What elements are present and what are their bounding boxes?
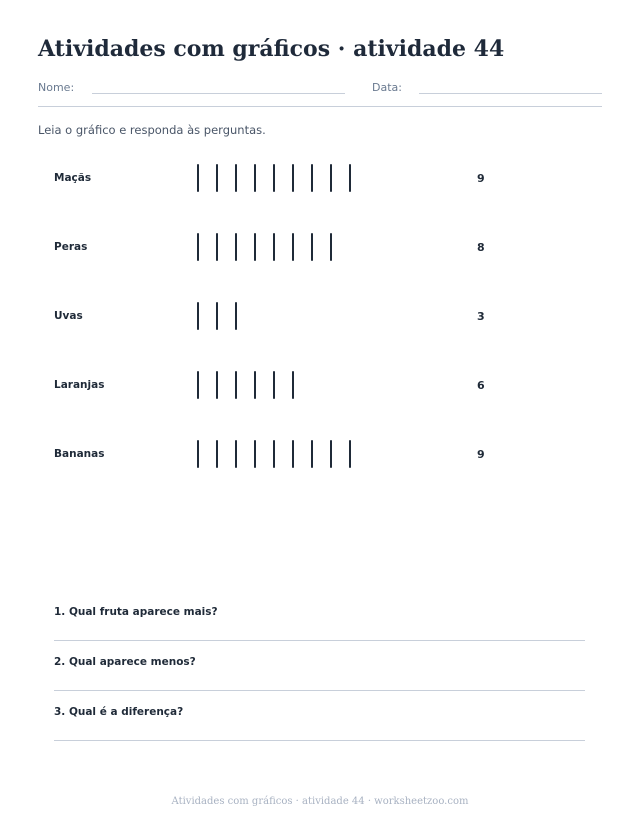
tally-mark [254, 371, 256, 399]
tally-mark [254, 233, 256, 261]
row-label: Laranjas [54, 379, 105, 391]
row-value: 8 [477, 241, 485, 254]
row-value: 9 [477, 448, 485, 461]
answer-line[interactable] [54, 640, 585, 641]
chart-row [0, 434, 640, 474]
tally-mark [254, 440, 256, 468]
tally-mark [311, 233, 313, 261]
tally-mark [273, 164, 275, 192]
tally-mark [197, 164, 199, 192]
tally-mark [292, 233, 294, 261]
tally-mark [216, 440, 218, 468]
worksheet-title: Atividades com gráficos · atividade 44 [38, 36, 505, 62]
row-label: Maçãs [54, 172, 92, 184]
chart-row [0, 365, 640, 405]
tally-mark [197, 302, 199, 330]
question-text: 1. Qual fruta aparece mais? [54, 606, 218, 618]
tally-mark [292, 440, 294, 468]
header-divider [38, 106, 602, 107]
tally-mark [216, 371, 218, 399]
tally-mark [235, 440, 237, 468]
tally-mark [197, 371, 199, 399]
tally-mark [273, 371, 275, 399]
tally-mark [216, 233, 218, 261]
tally-mark [235, 302, 237, 330]
date-label: Data: [372, 81, 402, 94]
row-value: 6 [477, 379, 485, 392]
tally-mark [235, 233, 237, 261]
tally-mark [311, 440, 313, 468]
question-text: 2. Qual aparece menos? [54, 656, 196, 668]
tally-mark [216, 164, 218, 192]
answer-line[interactable] [54, 740, 585, 741]
chart-row [0, 296, 640, 336]
tally-mark [197, 440, 199, 468]
name-field[interactable] [92, 93, 345, 94]
tally-mark [235, 164, 237, 192]
tally-mark [216, 302, 218, 330]
tally-chart [0, 150, 640, 490]
row-label: Bananas [54, 448, 105, 460]
tally-mark [349, 164, 351, 192]
footer: Atividades com gráficos · atividade 44 · worksheetzoo.com [171, 796, 469, 807]
chart-row [0, 158, 640, 198]
row-label: Peras [54, 241, 88, 253]
tally-mark [235, 371, 237, 399]
row-value: 9 [477, 172, 485, 185]
tally-mark [349, 440, 351, 468]
question-text: 3. Qual é a diferença? [54, 706, 184, 718]
name-label: Nome: [38, 81, 75, 94]
tally-mark [330, 233, 332, 261]
chart-row [0, 227, 640, 267]
tally-mark [197, 233, 199, 261]
tally-mark [292, 371, 294, 399]
tally-mark [311, 164, 313, 192]
tally-mark [330, 164, 332, 192]
tally-mark [330, 440, 332, 468]
tally-mark [254, 164, 256, 192]
date-field[interactable] [419, 93, 602, 94]
row-label: Uvas [54, 310, 83, 322]
tally-mark [273, 440, 275, 468]
answer-line[interactable] [54, 690, 585, 691]
tally-mark [292, 164, 294, 192]
row-value: 3 [477, 310, 485, 323]
tally-mark [273, 233, 275, 261]
instructions: Leia o gráfico e responda às perguntas. [38, 123, 266, 137]
